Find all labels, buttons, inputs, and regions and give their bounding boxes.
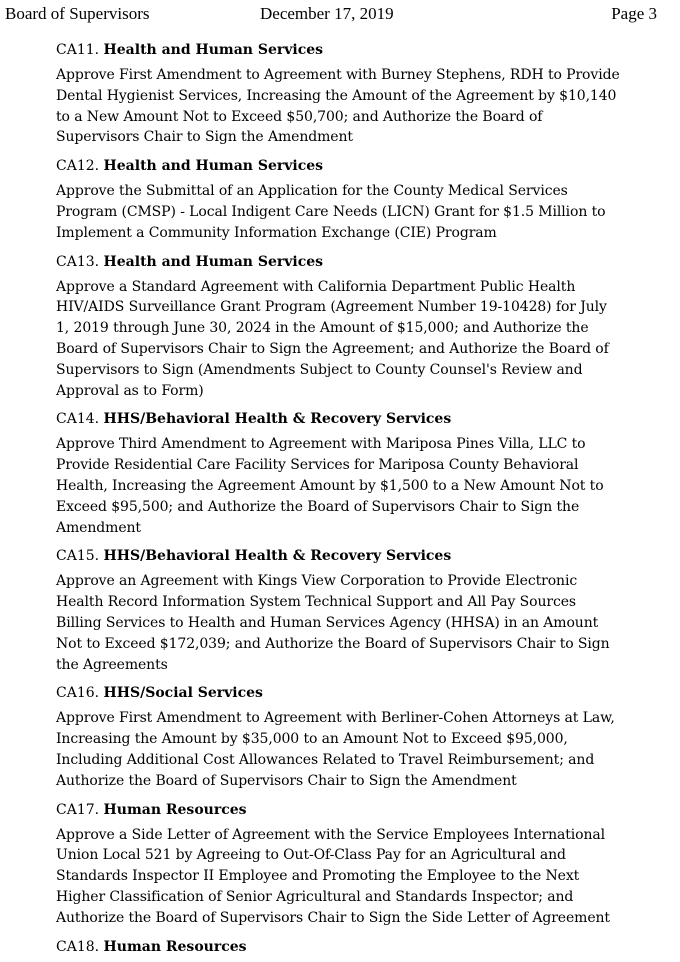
description-line: Approval as to Form)	[56, 382, 204, 399]
item-code: CA15.	[56, 548, 100, 565]
item-code: CA11.	[56, 42, 100, 58]
item-code: CA13.	[56, 253, 100, 270]
agenda-item-title	[56, 937, 656, 958]
description-line: Standards Inspector II Employee and Promoting the Employee to the Next	[56, 868, 580, 885]
item-code: CA17.	[56, 801, 100, 818]
description-line: Dental Hygienist Services, Increasing the Amount of the Agreement by $10,140	[56, 87, 617, 104]
item-department: HHS/Behavioral Health & Recovery Services	[103, 548, 452, 565]
description-line: 1, 2019 through June 30, 2024 in the Amount of $15,000; and Authorize the	[56, 320, 589, 337]
description-line: Authorize the Board of Supervisors Chair to Sign the Side Letter of Agreement	[56, 909, 610, 926]
agenda-item-description	[56, 277, 656, 402]
header-page-number: Page 3	[611, 4, 657, 23]
description-line: HIV/AIDS Surveillance Grant Program (Agreement Number 19-10428) for July	[56, 299, 607, 316]
description-line: Approve Third Amendment to Agreement with Mariposa Pines Villa, LLC to	[56, 436, 586, 453]
agenda-item-description	[56, 434, 656, 538]
description-line: Approve the Submittal of an Application for the County Medical Services	[56, 183, 568, 200]
agenda-item-ca15	[56, 546, 656, 675]
agenda-item-ca14	[56, 409, 656, 538]
header-date: December 17, 2019	[260, 4, 394, 23]
description-line: Billing Services to Health and Human Services Agency (HHSA) in an Amount	[56, 614, 599, 631]
description-line: Supervisors Chair to Sign the Amendment	[56, 129, 353, 146]
item-code: CA18.	[56, 938, 100, 955]
agenda-item-description	[56, 825, 656, 929]
agenda-item-title	[56, 800, 656, 821]
description-line: Approve First Amendment to Agreement with Berliner-Cohen Attorneys at Law,	[56, 710, 615, 727]
description-line: the Agreements	[56, 656, 168, 673]
item-department: HHS/Behavioral Health & Recovery Services	[103, 411, 452, 428]
page-header	[0, 4, 680, 24]
description-line: Exceed $95,500; and Authorize the Board of Supervisors Chair to Sign the	[56, 498, 580, 515]
description-line: Approve an Agreement with Kings View Corporation to Provide Electronic	[56, 573, 578, 590]
description-line: Amendment	[56, 519, 141, 536]
item-code: CA12.	[56, 158, 100, 175]
agenda-item-description	[56, 571, 656, 675]
description-line: Program (CMSP) - Local Indigent Care Needs (LICN) Grant for $1.5 Million to	[56, 203, 606, 220]
description-line: Implement a Community Information Exchange (CIE) Program	[56, 224, 497, 241]
description-line: Authorize the Board of Supervisors Chair to Sign the Amendment	[56, 772, 517, 789]
agenda-item-title	[56, 683, 656, 704]
description-line: Including Additional Cost Allowances Related to Travel Reimbursement; and	[56, 751, 595, 768]
agenda-item-title	[56, 409, 656, 430]
description-line: to a New Amount Not to Exceed $50,700; and Authorize the Board of	[56, 108, 543, 125]
description-line: Higher Classification of Senior Agricultural and Standards Inspector; and	[56, 888, 574, 905]
description-line: Union Local 521 by Agreeing to Out-Of-Class Pay for an Agricultural and	[56, 847, 566, 864]
header-board-name: Board of Supervisors	[5, 4, 150, 23]
item-department: Human Resources	[103, 801, 247, 818]
description-line: Provide Residential Care Facility Services for Mariposa County Behavioral	[56, 457, 579, 474]
item-department: Health and Human Services	[103, 253, 324, 270]
description-line: Increasing the Amount by $35,000 to an Amount Not to Exceed $95,000,	[56, 731, 568, 748]
agenda-item-ca11	[56, 40, 656, 148]
item-code: CA14.	[56, 411, 100, 428]
description-line: Board of Supervisors Chair to Sign the Agreement; and Authorize the Board of	[56, 340, 609, 357]
agenda-item-description	[56, 65, 656, 148]
description-line: Supervisors to Sign (Amendments Subject to County Counsel's Review and	[56, 361, 583, 378]
item-department: Health and Human Services	[103, 42, 324, 58]
item-department: Human Resources	[103, 938, 247, 955]
agenda-item-description	[56, 708, 656, 791]
description-line: Approve a Standard Agreement with California Department Public Health	[56, 278, 576, 295]
agenda-item-title	[56, 546, 656, 567]
description-line: Health, Increasing the Agreement Amount by $1,500 to a New Amount Not to	[56, 477, 604, 494]
agenda-item-description	[56, 181, 656, 243]
description-line: Approve First Amendment to Agreement with Burney Stephens, RDH to Provide	[56, 67, 620, 83]
description-line: Approve a Side Letter of Agreement with the Service Employees International	[56, 826, 606, 843]
item-code: CA16.	[56, 685, 100, 702]
agenda-item-ca18	[56, 937, 656, 958]
description-line: Health Record Information System Technical Support and All Pay Sources	[56, 594, 576, 611]
agenda-item-title	[56, 156, 656, 177]
agenda-item-ca12	[56, 156, 656, 243]
item-department: Health and Human Services	[103, 158, 324, 175]
agenda-item-ca17	[56, 800, 656, 929]
agenda-item-ca13	[56, 252, 656, 402]
agenda-item-title	[56, 252, 656, 273]
agenda-item-ca16	[56, 683, 656, 791]
description-line: Not to Exceed $172,039; and Authorize the Board of Supervisors Chair to Sign	[56, 635, 610, 652]
item-department: HHS/Social Services	[103, 685, 263, 702]
agenda-items	[56, 40, 656, 962]
agenda-item-title	[56, 40, 656, 61]
